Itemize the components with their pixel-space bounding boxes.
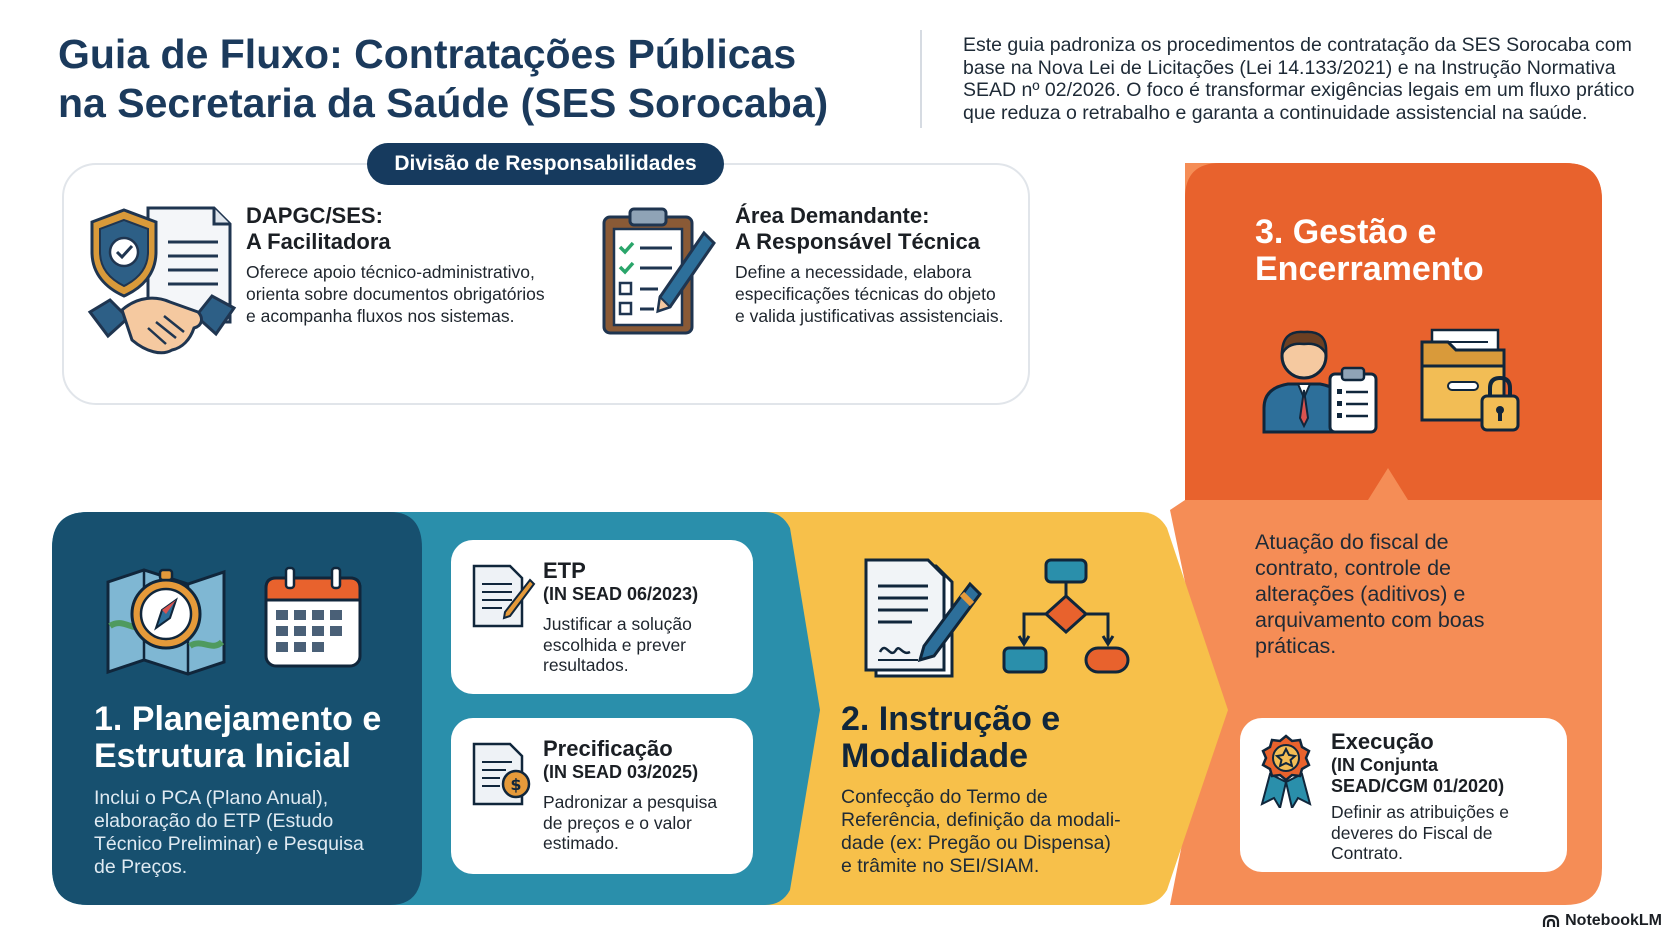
lock-keyhole-slot	[1498, 412, 1502, 421]
desc-line: Inclui o PCA (Plano Anual),	[94, 787, 329, 809]
sub-line: (IN SEAD 03/2025)	[543, 762, 699, 782]
stage-1-description	[94, 787, 364, 879]
desc-line: Padronizar a pesquisa	[543, 792, 718, 812]
desc-line: Atuação do fiscal de	[1255, 530, 1449, 554]
desc-line: Oferece apoio técnico-administrativo,	[246, 262, 535, 282]
desc-line: Define a necessidade, elabora	[735, 262, 972, 282]
flowchart-icon	[1002, 556, 1130, 678]
desc-line: Confecção do Termo de	[841, 786, 1048, 808]
flow-right-box	[1086, 648, 1128, 672]
desc-line: resultados.	[543, 655, 629, 675]
sub-line: SEAD/CGM 01/2020)	[1331, 776, 1505, 796]
title-line: Modalidade	[841, 737, 1029, 775]
execution-description	[1331, 802, 1509, 864]
execution-subtitle	[1331, 755, 1504, 797]
stage-3-description	[1255, 529, 1484, 659]
brand-watermark	[1542, 912, 1662, 930]
desc-line: Técnico Preliminar) e Pesquisa	[94, 833, 364, 855]
desc-line: e acompanha fluxos nos sistemas.	[246, 306, 515, 326]
ribbon-left	[1262, 774, 1286, 808]
desc-line: arquivamento com boas	[1255, 608, 1485, 632]
desc-line: e trâmite no SEI/SIAM.	[841, 855, 1040, 877]
title-line: A Facilitadora	[246, 229, 391, 254]
calendar-icon	[262, 564, 364, 672]
document-coin-icon	[470, 740, 536, 808]
desc-line: deveres do Fiscal de	[1331, 822, 1493, 843]
title-line-1: Guia de Fluxo: Contratações Públicas	[58, 31, 797, 77]
intro-line: que reduza o retrabalho e garanta a continuidade assistencial na saúde.	[963, 101, 1588, 124]
title-line: 3. Gestão e	[1255, 213, 1437, 251]
stage-1-title	[94, 701, 381, 775]
calendar-ring-left	[286, 568, 294, 588]
brand-label: NotebookLM	[1565, 912, 1662, 929]
title-line: 1. Planejamento e	[94, 700, 382, 738]
doc-shape	[474, 566, 522, 626]
desc-line: e valida justificativas assistenciais.	[735, 306, 1004, 326]
intro-line: Este guia padroniza os procedimentos de contratação da SES Sorocaba com	[963, 34, 1632, 56]
flow-top-box	[1046, 560, 1086, 582]
calendar-header	[266, 578, 360, 600]
desc-line: alterações (aditivos) e	[1255, 582, 1466, 606]
desc-line: escolhida e prever	[543, 634, 686, 655]
desc-line: Justificar a solução	[543, 614, 692, 634]
title-line: 2. Instrução e	[841, 700, 1061, 738]
stage-2-description	[841, 786, 1121, 878]
title-line: Área Demandante:	[735, 203, 930, 228]
execution-title: Execução	[1331, 729, 1434, 754]
flow-left-box	[1004, 648, 1046, 672]
desc-line: práticas.	[1255, 634, 1337, 658]
signed-document-pen-icon	[862, 556, 984, 682]
sub-line: (IN SEAD 06/2023)	[543, 584, 699, 604]
pricing-title: Precificação	[543, 736, 673, 761]
dollar-glyph: $	[510, 775, 522, 794]
desc-line: de preços e o valor	[543, 812, 692, 833]
compass-ring	[160, 570, 172, 580]
intro-line: base na Nova Lei de Licitações (Lei 14.133/2021) e na Instrução Normativa	[963, 56, 1616, 79]
flow-diamond	[1046, 596, 1086, 632]
ribbon-right	[1286, 774, 1310, 808]
desc-line: estimado.	[543, 833, 619, 853]
title-line: A Responsável Técnica	[735, 229, 980, 254]
title-line: DAPGC/SES:	[246, 203, 383, 228]
desc-line: dade (ex: Pregão ou Dispensa)	[841, 832, 1111, 854]
intro-line: SEAD nº 02/2026. O foco é transformar exigências legais em um fluxo prático	[963, 79, 1635, 101]
desc-line: especificações técnicas do objeto	[735, 284, 996, 304]
clipboard-bullets	[1337, 389, 1342, 418]
award-badge-icon	[1258, 734, 1314, 808]
desc-line: Referência, definição da modali-	[841, 809, 1121, 831]
pricing-description	[543, 792, 717, 854]
map-compass-icon	[104, 556, 230, 680]
responsibilities-label: Divisão de Responsabilidades	[367, 143, 724, 185]
desc-line: orienta sobre documentos obrigatórios	[246, 284, 545, 304]
desc-line: Contrato.	[1331, 843, 1403, 863]
desc-line: elaboração do ETP (Estudo	[94, 810, 334, 832]
notebooklm-logo-icon	[1542, 914, 1560, 928]
etp-subtitle	[543, 584, 698, 605]
etp-description	[543, 614, 692, 676]
document-pen-icon	[470, 562, 536, 630]
sub-line: (IN Conjunta	[1331, 755, 1438, 775]
inspector-clipboard-icon	[1258, 318, 1382, 436]
stage-2-title	[841, 701, 1060, 775]
title-line: Encerramento	[1255, 250, 1484, 288]
stage-3-title	[1255, 214, 1484, 288]
pricing-subtitle	[543, 762, 698, 783]
etp-title: ETP	[543, 558, 586, 583]
desc-line: contrato, controle de	[1255, 556, 1452, 580]
title-line: Estrutura Inicial	[94, 737, 351, 775]
desc-line: de Preços.	[94, 856, 188, 878]
locked-folder-icon	[1418, 324, 1524, 436]
calendar-ring-right	[332, 568, 340, 588]
title-line-2: na Secretaria da Saúde (SES Sorocaba)	[58, 80, 829, 126]
clipboard-clip	[1342, 368, 1364, 380]
flow-arrows	[1019, 636, 1113, 644]
desc-line: Definir as atribuições e	[1331, 802, 1509, 822]
folder-label	[1448, 382, 1478, 390]
